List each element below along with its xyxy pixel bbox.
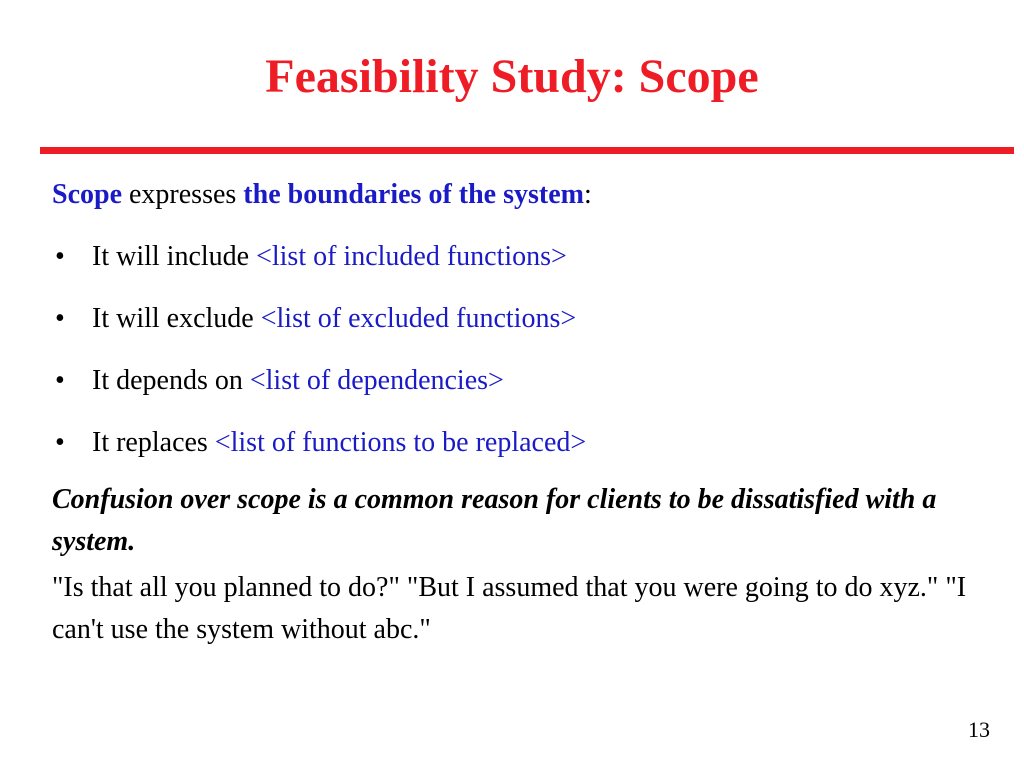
bullet-placeholder: <list of included functions> <box>256 241 567 272</box>
slide-body <box>52 178 1002 651</box>
bullet-prefix: It depends on <box>92 365 250 396</box>
bullet-prefix: It will include <box>92 241 257 272</box>
scope-definition <box>52 178 1002 240</box>
page-number: 13 <box>968 717 990 742</box>
scope-term: Scope <box>52 179 122 210</box>
bullet-icon: • <box>55 365 65 396</box>
scope-verb: expresses <box>122 179 244 210</box>
bullet-icon: • <box>55 427 65 458</box>
bullet-prefix: It replaces <box>92 427 215 458</box>
list-item <box>52 364 1002 426</box>
list-item <box>52 240 1002 302</box>
bullet-placeholder: <list of dependencies> <box>249 365 504 396</box>
bullet-placeholder: <list of functions to be replaced> <box>214 427 587 458</box>
title-divider <box>40 147 1014 154</box>
scope-bullet-list <box>52 240 1002 488</box>
bullet-icon: • <box>55 303 65 334</box>
scope-colon: : <box>583 179 592 210</box>
slide-title: Feasibility Study: Scope <box>265 50 759 103</box>
client-quotes: "Is that all you planned to do?" "But I assumed that you were going to do xyz." "I can't use the system without abc." <box>52 572 967 645</box>
scope-warning: Confusion over scope is a common reason for clients to be dissatisfied with a system. <box>52 484 937 557</box>
bullet-placeholder: <list of excluded functions> <box>260 303 577 334</box>
list-item <box>52 426 1002 488</box>
scope-object: the boundaries of the system <box>243 179 584 210</box>
list-item <box>52 302 1002 364</box>
bullet-prefix: It will exclude <box>92 303 261 334</box>
bullet-icon: • <box>55 241 65 272</box>
